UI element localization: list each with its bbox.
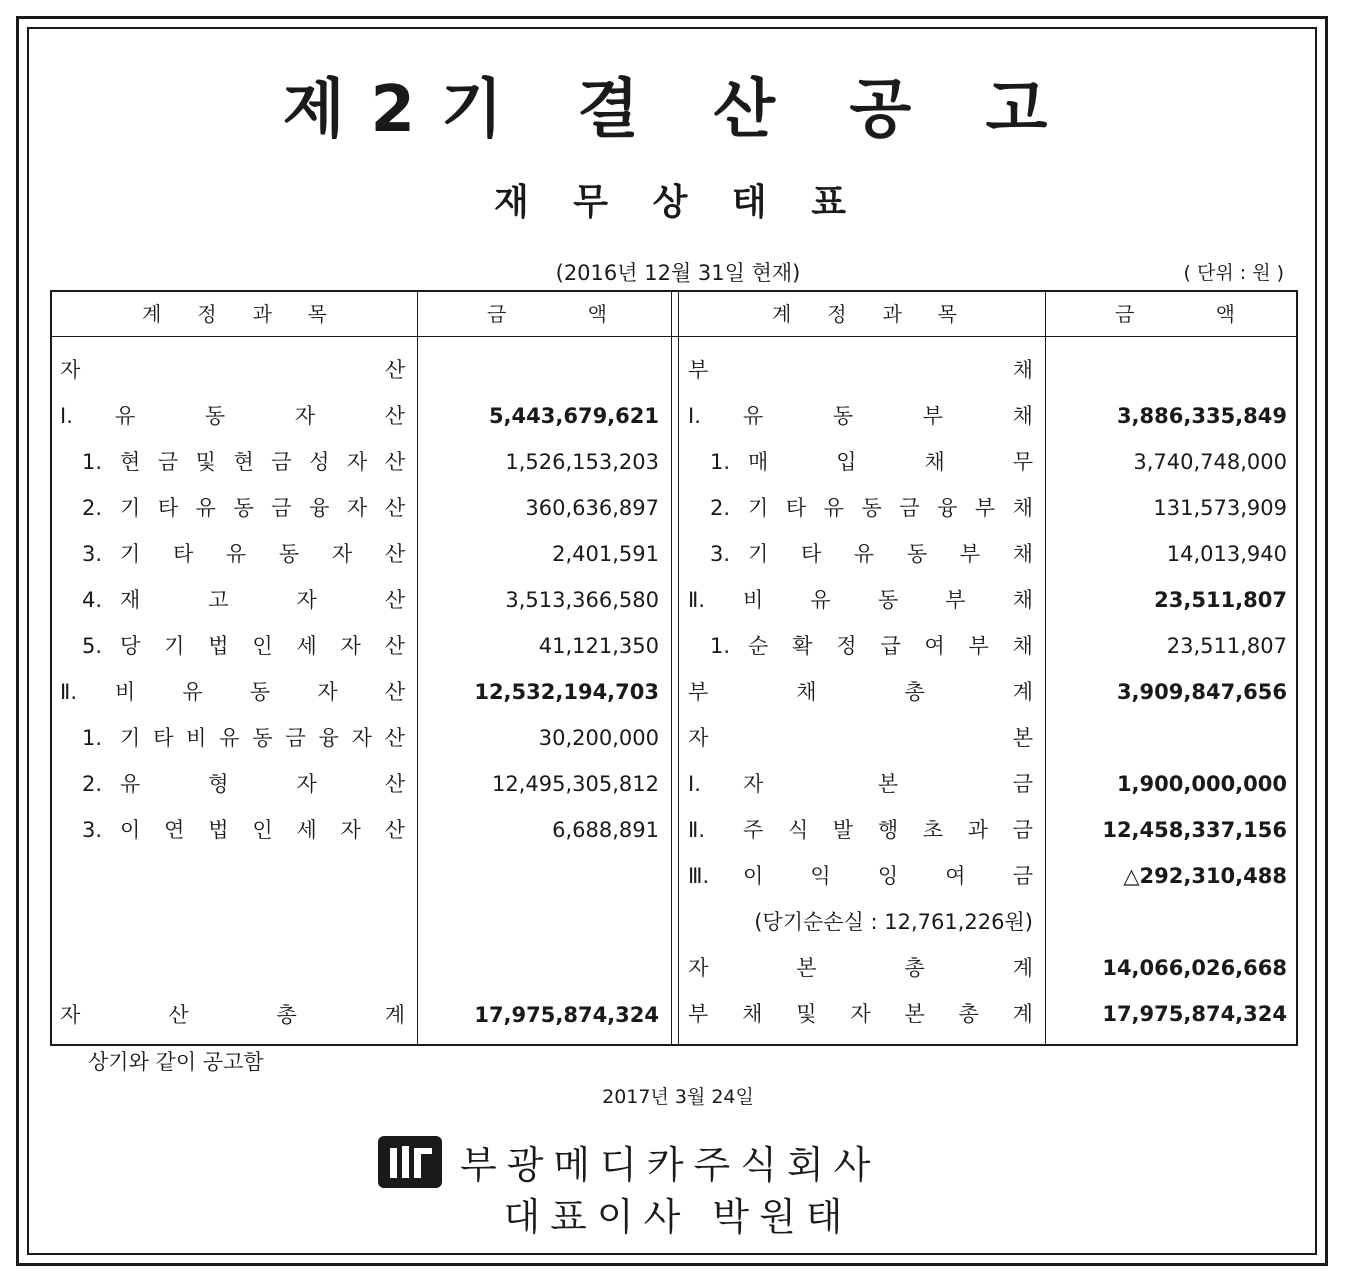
left-amount-cell: 30,200,000 — [538, 726, 659, 750]
account-number: 3. — [82, 542, 103, 566]
account-number: Ⅰ. — [60, 404, 73, 428]
left-account-row — [60, 531, 405, 577]
left-amount-cell: 3,513,366,580 — [505, 588, 659, 612]
account-number: 1. — [710, 450, 731, 474]
right-amount-cell — [1055, 347, 1287, 393]
account-label: 이 익 잉 여 금 — [743, 864, 1033, 888]
column-divider — [678, 292, 679, 1044]
left-account-row — [60, 669, 405, 715]
right-amount-cell — [1055, 715, 1287, 761]
left-amount-cell: 12,495,305,812 — [492, 772, 659, 796]
right-account-row — [688, 761, 1033, 807]
issue-date: 2017년 3월 24일 — [602, 1086, 754, 1108]
account-label: 주 식 발 행 초 과 금 — [743, 818, 1033, 842]
right-account-row — [688, 991, 1033, 1037]
left-account-row — [60, 347, 405, 393]
right-account-row — [688, 485, 1033, 531]
account-label: 현 금 및 현 금 성 자 산 — [120, 450, 405, 474]
account-label: 자 본 — [688, 726, 1033, 750]
account-number: Ⅱ. — [688, 818, 706, 842]
left-amount-cell — [427, 347, 659, 393]
account-label: 자 본 금 — [743, 772, 1033, 796]
column-divider — [1045, 292, 1046, 1044]
account-label: 재 고 자 산 — [120, 588, 405, 612]
unit-label: ( 단위 : 원 ) — [1183, 262, 1284, 284]
balance-sheet-table — [50, 290, 1298, 1046]
total-assets-label: 자 산 총 계 — [60, 1003, 405, 1027]
left-account-row — [60, 715, 405, 761]
account-label: 유 동 부 채 — [743, 404, 1033, 428]
right-account-row — [688, 715, 1033, 761]
right-account-row — [688, 899, 1033, 945]
right-amount-cell: 14,013,940 — [1166, 542, 1287, 566]
right-account-row — [688, 577, 1033, 623]
right-amount-cell: 12,458,337,156 — [1102, 818, 1287, 842]
right-amount-cell: 1,900,000,000 — [1116, 772, 1287, 796]
header-amount-right: 금 액 — [1115, 302, 1235, 326]
account-label: 비 유 동 자 산 — [115, 680, 405, 704]
account-number: 2. — [82, 772, 103, 796]
notice-title: 제2기 결 산 공 고 — [282, 73, 1074, 147]
account-number: 1. — [710, 634, 731, 658]
left-amount-cell: 1,526,153,203 — [505, 450, 659, 474]
left-account-row — [60, 393, 405, 439]
right-amount-cell: 3,886,335,849 — [1116, 404, 1287, 428]
ceo-name: 대표이사 박원태 — [503, 1195, 853, 1239]
account-label: 비 유 동 부 채 — [743, 588, 1033, 612]
account-label: 자 본 총 계 — [688, 956, 1033, 980]
right-amount-cell: 23,511,807 — [1154, 588, 1287, 612]
right-amount-cell — [1055, 899, 1287, 945]
statement-title: 재 무 상 태 표 — [493, 182, 862, 223]
account-label: 기 타 유 동 자 산 — [120, 542, 405, 566]
account-number: 2. — [82, 496, 103, 520]
account-label: 유 동 자 산 — [115, 404, 405, 428]
account-number: Ⅱ. — [60, 680, 78, 704]
company-logo-icon — [378, 1136, 442, 1188]
account-number: Ⅲ. — [688, 864, 710, 888]
header-amount-left: 금 액 — [487, 302, 607, 326]
right-amount-cell: 3,740,748,000 — [1133, 450, 1287, 474]
account-label: 부 채 — [688, 358, 1033, 382]
account-label: 이 연 법 인 세 자 산 — [120, 818, 405, 842]
right-account-row — [688, 347, 1033, 393]
account-number: 3. — [82, 818, 103, 842]
right-amount-cell: 3,909,847,656 — [1116, 680, 1287, 704]
left-amount-cell: 41,121,350 — [538, 634, 659, 658]
right-account-row — [688, 945, 1033, 991]
right-amount-cell: 17,975,874,324 — [1102, 1002, 1287, 1026]
account-label: 부 채 총 계 — [688, 680, 1033, 704]
account-number: 3. — [710, 542, 731, 566]
account-label: 기 타 유 동 금 융 자 산 — [120, 496, 405, 520]
account-number: Ⅱ. — [688, 588, 706, 612]
header-divider — [52, 336, 1296, 337]
header-account-right: 계 정 과 목 — [772, 302, 957, 326]
header-account-left: 계 정 과 목 — [142, 302, 327, 326]
left-amount-cell: 12,532,194,703 — [474, 680, 659, 704]
account-number: Ⅰ. — [688, 772, 701, 796]
left-amount-cell: 360,636,897 — [525, 496, 659, 520]
account-number: 5. — [82, 634, 103, 658]
account-label: 자 산 — [60, 358, 405, 382]
right-account-row — [688, 531, 1033, 577]
right-account-row — [688, 439, 1033, 485]
right-amount-cell: 23,511,807 — [1166, 634, 1287, 658]
right-account-row — [688, 853, 1033, 899]
assets-account-column — [60, 347, 405, 853]
closing-statement: 상기와 같이 공고함 — [88, 1050, 264, 1074]
right-account-row — [688, 807, 1033, 853]
account-label: 부 채 및 자 본 총 계 — [688, 1002, 1033, 1026]
account-number: 2. — [710, 496, 731, 520]
left-account-row — [60, 439, 405, 485]
left-amount-cell: 6,688,891 — [552, 818, 659, 842]
left-account-row — [60, 807, 405, 853]
column-divider — [671, 292, 672, 1044]
right-amount-cell: 14,066,026,668 — [1102, 956, 1287, 980]
left-account-row — [60, 577, 405, 623]
left-amount-cell: 5,443,679,621 — [488, 404, 659, 428]
account-number: Ⅰ. — [688, 404, 701, 428]
as-of-date: (2016년 12월 31일 현재) — [555, 261, 801, 285]
right-account-row — [688, 623, 1033, 669]
account-number: 4. — [82, 588, 103, 612]
company-signature — [378, 1134, 880, 1189]
assets-amount-column — [427, 347, 659, 853]
account-label: 매 입 채 무 — [748, 450, 1033, 474]
account-label: 기 타 유 동 부 채 — [748, 542, 1033, 566]
column-divider — [417, 292, 418, 1044]
left-amount-cell: 2,401,591 — [552, 542, 659, 566]
right-amount-cell: 131,573,909 — [1153, 496, 1287, 520]
account-number: 1. — [82, 726, 103, 750]
left-account-row — [60, 761, 405, 807]
right-amount-cell: △292,310,488 — [1123, 864, 1287, 888]
right-account-row — [688, 393, 1033, 439]
account-number: 1. — [82, 450, 103, 474]
account-label: 기 타 유 동 금 융 부 채 — [748, 496, 1033, 520]
liabilities-equity-account-column — [688, 347, 1033, 1037]
account-label: 순 확 정 급 여 부 채 — [748, 634, 1033, 658]
left-account-row — [60, 623, 405, 669]
account-label: 당 기 법 인 세 자 산 — [120, 634, 405, 658]
liabilities-equity-amount-column — [1055, 347, 1287, 1037]
account-label: 유 형 자 산 — [120, 772, 405, 796]
net-loss-note: (당기순손실 : 12,761,226원) — [754, 910, 1033, 934]
company-name: 부광메디카주식회사 — [460, 1143, 881, 1187]
right-account-row — [688, 669, 1033, 715]
account-label: 기 타 비 유 동 금 융 자 산 — [120, 726, 405, 750]
left-account-row — [60, 485, 405, 531]
total-assets-amount: 17,975,874,324 — [474, 1003, 659, 1027]
